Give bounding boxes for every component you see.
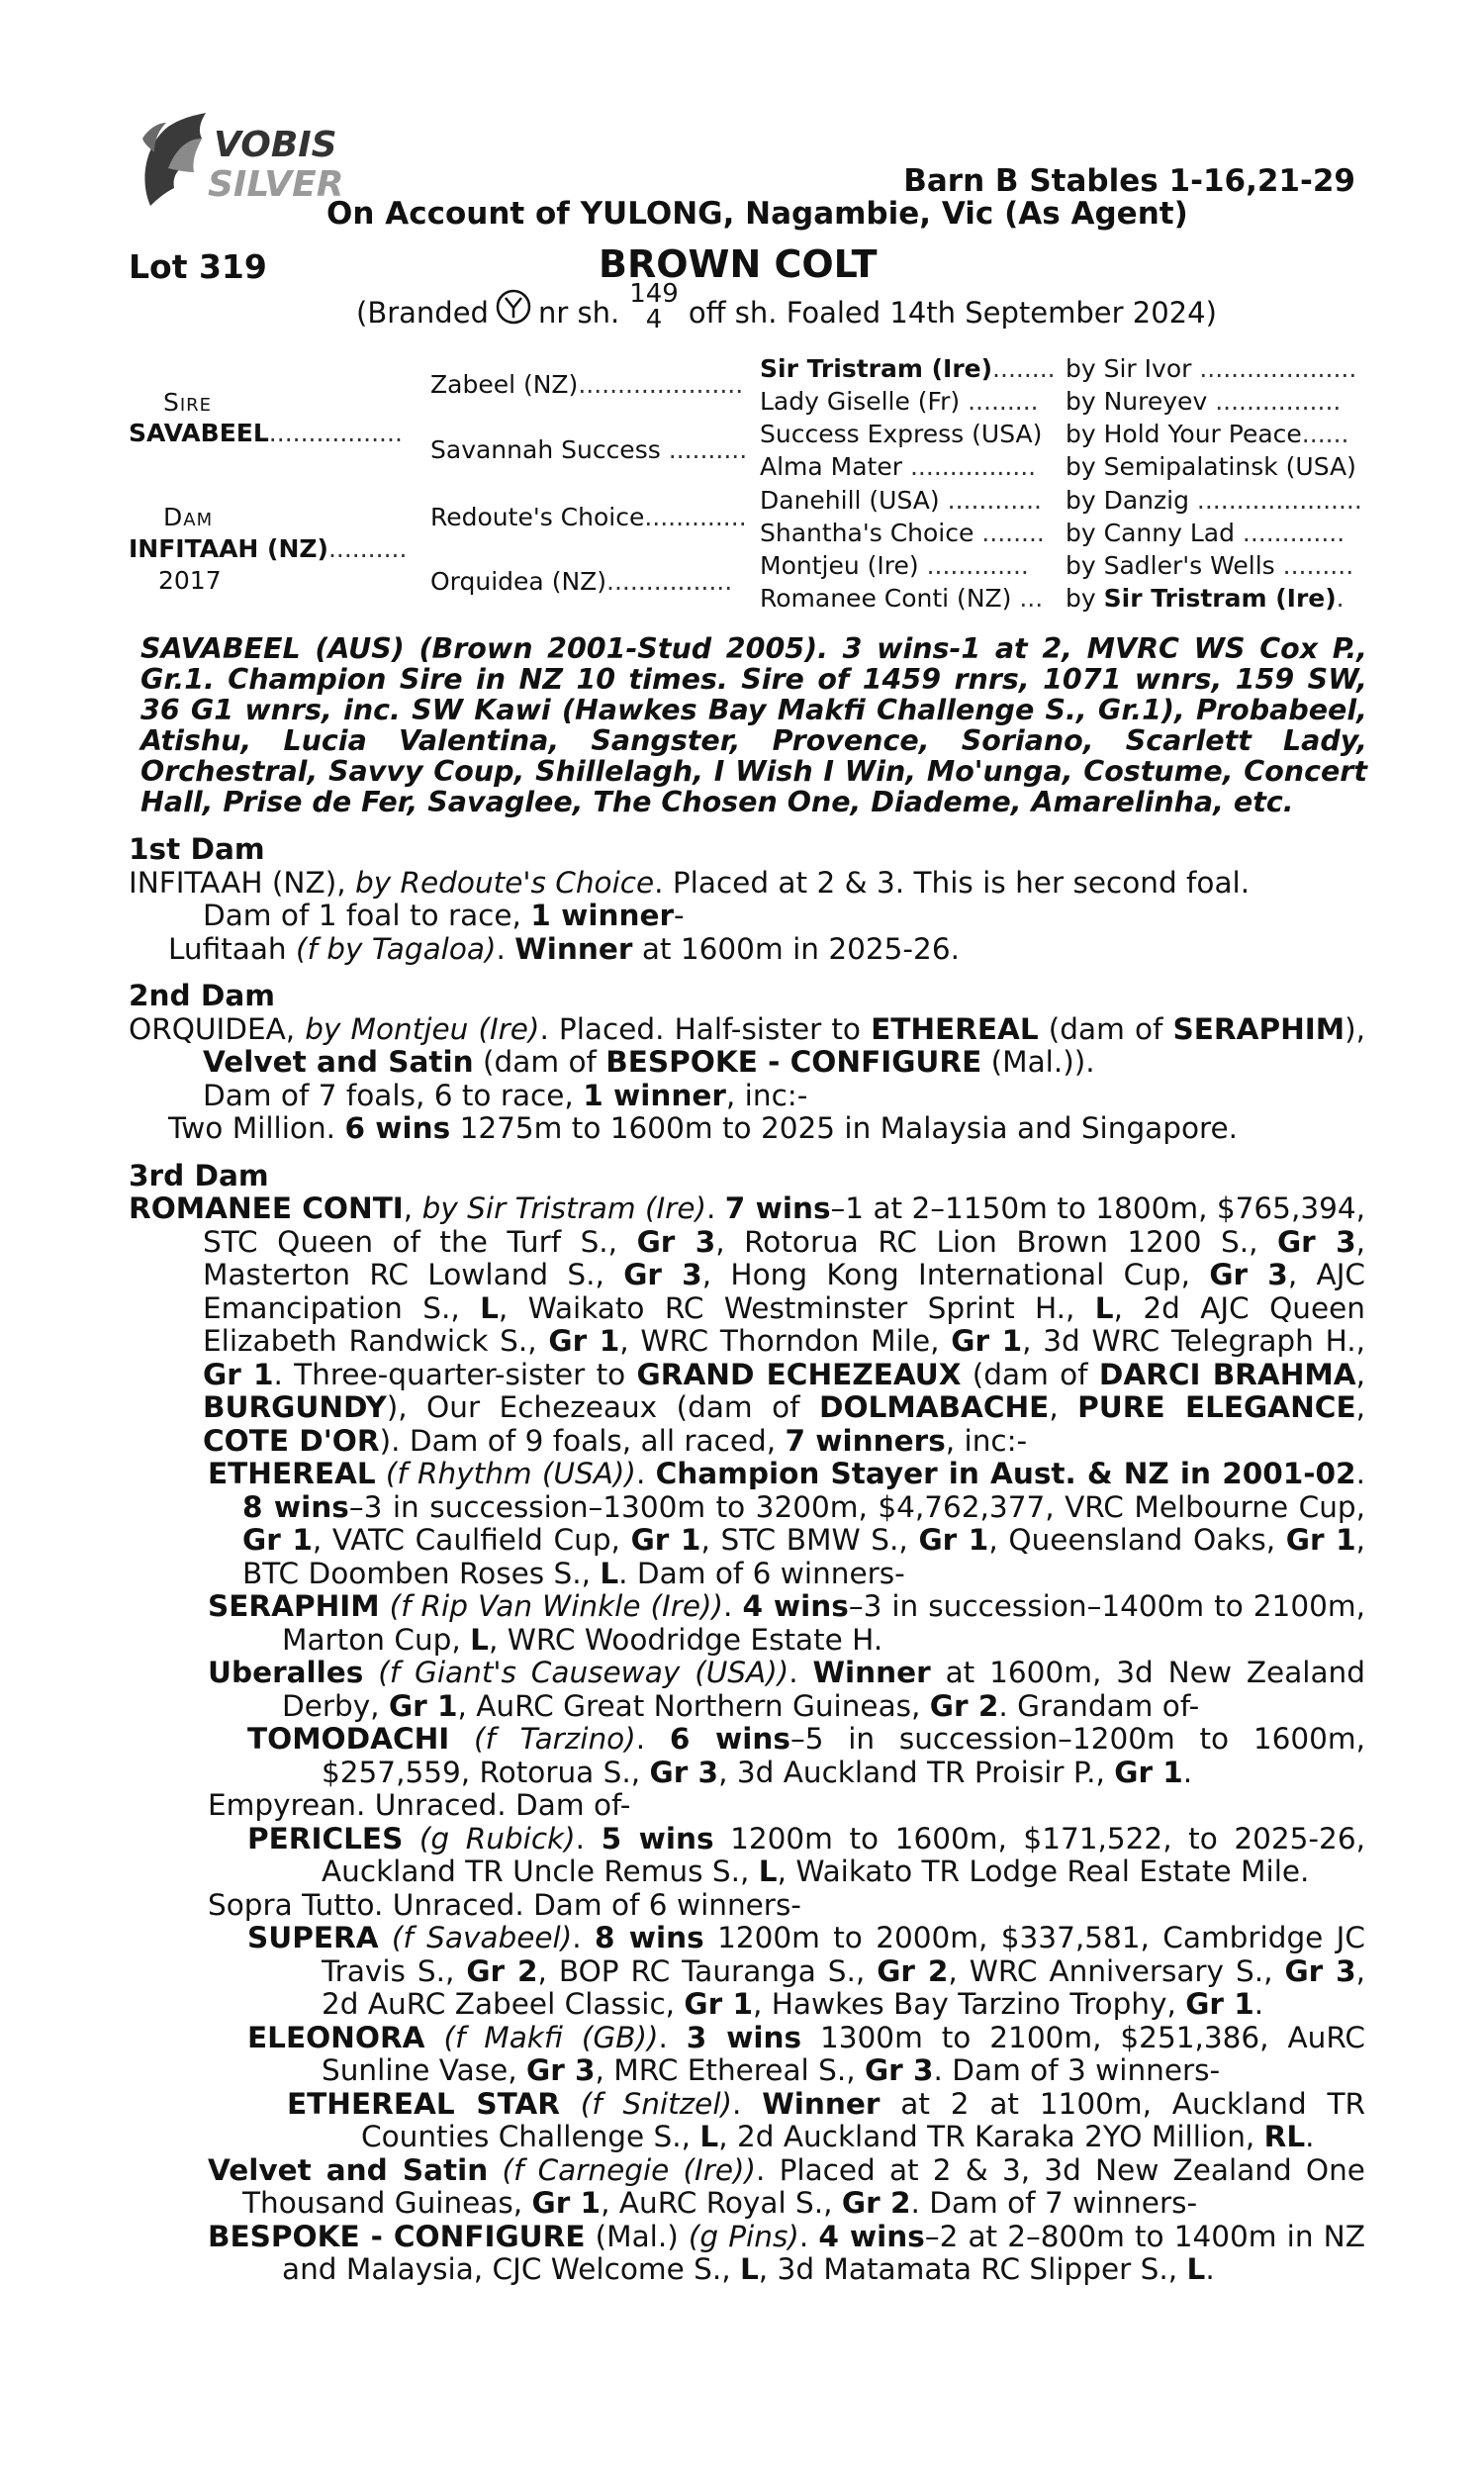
bespoke-configure-line: BESPOKE - CONFIGURE (Mal.) (g Pins). 4 wins–2 at 2–800m to 1400m in NZ and Malaysia, CJC Welcome S., L, 3d Matamata RC Slipper S., L. [208,2219,1365,2286]
pedigree-g2-2: Savannah Success .......... [430,435,748,464]
dam-year: 2017 [158,566,222,595]
barn-location: Barn B Stables 1-16,21-29 [903,163,1355,199]
pedigree-g3-4: Alma Mater ................ [760,452,1037,481]
pedigree-g4-2: by Nureyev ................ [1066,387,1342,416]
second-dam-foal: Two Million. 6 wins 1275m to 1600m to 2025 in Malaysia and Singapore. [168,1111,1239,1145]
pedigree-g4-8: by Sir Tristram (Ire). [1066,584,1345,613]
ethereal-star-line: ETHEREAL STAR (f Snitzel). Winner at 2 at 1100m, Auckland TR Counties Challenge S., L, 2d Auckland TR Karaka 2YO Million, RL. [287,2086,1365,2153]
third-dam-foal-ethereal: ETHEREAL (f Rhythm (USA)). Champion Stayer in Aust. & NZ in 2001-02. 8 wins–3 in succession–1300m to 3200m, $4,762,377, VRC Melbourne Cup, Gr 1, VATC Caulfield Cup, Gr 1, STC BMW S., Gr 1, Queensland Oaks, Gr 1, BTC Doomben Roses S., L. Dam of 6 winners- [208,1457,1366,1590]
svg-text:VOBIS: VOBIS [214,125,337,165]
pedigree-g3-3: Success Express (USA) [760,420,1043,448]
sopra-tutto-line: Sopra Tutto. Unraced. Dam of 6 winners- [208,1887,801,1922]
second-dam-para: ORQUIDEA, by Montjeu (Ire). Placed. Half-sister to ETHEREAL (dam of SERAPHIM), Velvet and Satin (dam of BESPOKE - CONFIGURE (Mal.)). [129,1011,1365,1079]
pedigree-g4-6: by Canny Lad ............. [1066,519,1345,547]
sire-label: Sire [163,388,213,417]
pedigree-g4-4: by Semipalatinsk (USA) [1066,452,1356,481]
uberalles-line: Uberalles (f Giant's Causeway (USA)). Winner at 1600m, 3d New Zealand Derby, Gr 1, AuRC Great Northern Guineas, Gr 2. Grandam of- [208,1656,1365,1723]
pedigree-g3-5: Danehill (USA) ............ [760,486,1042,515]
pedigree-g4-3: by Hold Your Peace...... [1066,420,1349,448]
pedigree-g4-1: by Sir Ivor .................... [1066,354,1357,383]
empyrean-line: Empyrean. Unraced. Dam of- [208,1788,631,1822]
first-dam-para: INFITAAH (NZ), by Redoute's Choice. Placed at 2 & 3. This is her second foal. [129,865,1251,900]
brand-line [356,279,1217,338]
pericles-line: PERICLES (g Rubick). 5 wins 1200m to 1600m, $171,522, to 2025-26, Auckland TR Uncle Remus S., L, Waikato TR Lodge Real Estate Mile. [247,1821,1365,1888]
brand-mid: nr sh. [537,296,620,330]
sire-review: SAVABEEL (AUS) (Brown 2001-Stud 2005). 3 wins-1 at 2, MVRC WS Cox P., Gr.1. Champion Sire in NZ 10 times. Sire of 1459 rnrs, 1071 wnrs, 159 SW, 36 G1 wnrs, inc. SW Kawi (Hawkes Bay Makfi Challenge S., Gr.1), Probabeel, Atishu, Lucia Valentina, Sangster, Provence, Soriano, Scarlett Lady, Orchestral, Savvy Coup, Shillelagh, I Wish I Win, Mo'unga, Costume, Concert Hall, Prise de Fer, Savaglee, The Chosen One, Diademe, Amarelinha, etc. [140,632,1367,818]
vobis-silver-logo [129,109,344,213]
dam-name: INFITAAH (NZ).......... [129,534,408,563]
vendor-account: On Account of YULONG, Nagambie, Vic (As Agent) [326,196,1188,232]
supera-line: SUPERA (f Savabeel). 8 wins 1200m to 2000m, $337,581, Cambridge JC Travis S., Gr 2, BOP RC Tauranga S., Gr 2, WRC Anniversary S., Gr 3, 2d AuRC Zabeel Classic, Gr 1, Hawkes Bay Tarzino Trophy, Gr 1. [247,1921,1365,2021]
svg-text:SILVER: SILVER [208,164,344,205]
pedigree-g4-5: by Danzig ..................... [1066,486,1362,515]
seraphim-line: SERAPHIM (f Rip Van Winkle (Ire)). 4 wins–3 in succession–1400m to 2100m, Marton Cup, L, WRC Woodridge Estate H. [208,1589,1365,1657]
pedigree-g3-6: Shantha's Choice ........ [760,519,1045,547]
first-dam-heading: 1st Dam [129,832,265,866]
pedigree-g3-1: Sir Tristram (Ire)........ [760,354,1056,383]
lot-title: BROWN COLT [599,242,878,286]
brand-num-top: 149 [629,279,679,309]
first-dam-foal: Lufitaah (f by Tagaloa). Winner at 1600m in 2025-26. [168,931,960,966]
lot-number: Lot 319 [129,247,267,286]
pedigree-g2-1: Zabeel (NZ)..................... [430,370,744,399]
pedigree-g2-4: Orquidea (NZ)................ [430,567,733,596]
pedigree-g2-3: Redoute's Choice............. [430,503,747,531]
velvet-satin-line: Velvet and Satin (f Carnegie (Ire)). Placed at 2 & 3, 3d New Zealand One Thousand Guineas, Gr 1, AuRC Royal S., Gr 2. Dam of 7 winners- [208,2152,1365,2220]
second-dam-record: Dam of 7 foals, 6 to race, 1 winner, inc:- [203,1078,808,1112]
eleonora-line: ELEONORA (f Makfi (GB)). 3 wins 1300m to 2100m, $251,386, AuRC Sunline Vase, Gr 3, MRC Ethereal S., Gr 3. Dam of 3 winners- [247,2020,1365,2087]
pedigree-g3-7: Montjeu (Ire) ............. [760,551,1029,580]
second-dam-heading: 2nd Dam [129,979,276,1012]
brand-num-bottom: 4 [645,305,663,334]
brand-symbol-icon [495,288,532,326]
brand-pre: (Branded [356,296,489,330]
third-dam-para: ROMANEE CONTI, by Sir Tristram (Ire). 7 wins–1 at 2–1150m to 1800m, $765,394, STC Queen of the Turf S., Gr 3, Rotorua RC Lion Brown 1200 S., Gr 3, Masterton RC Lowland S., Gr 3, Hong Kong International Cup, Gr 3, AJC Emancipation S., L, Waikato RC Westminster Sprint H., L, 2d AJC Queen Elizabeth Randwick S., Gr 1, WRC Thorndon Mile, Gr 1, 3d WRC Telegraph H., Gr 1. Three-quarter-sister to GRAND ECHEZEAUX (dam of DARCI BRAHMA, BURGUNDY), Our Echezeaux (dam of DOLMABACHE, PURE ELEGANCE, COTE D'OR). Dam of 9 foals, all raced, 7 winners, inc:- [129,1191,1366,1458]
brand-post: off sh. Foaled 14th September 2024) [688,296,1217,330]
pedigree-g4-7: by Sadler's Wells ......... [1066,551,1354,580]
tomodachi-line: TOMODACHI (f Tarzino). 6 wins–5 in succession–1200m to 1600m, $257,559, Rotorua S., Gr 3, 3d Auckland TR Proisir P., Gr 1. [247,1722,1366,1789]
pedigree-g3-8: Romanee Conti (NZ) ... [760,584,1044,613]
brand-number [629,281,679,333]
dam-label: Dam [163,503,214,531]
sire-name: SAVABEEL................. [129,419,403,447]
pedigree-g3-2: Lady Giselle (Fr) ......... [760,387,1039,416]
catalogue-body [129,823,1365,2287]
third-dam-heading: 3rd Dam [129,1158,269,1192]
first-dam-record: Dam of 1 foal to race, 1 winner- [203,899,685,932]
